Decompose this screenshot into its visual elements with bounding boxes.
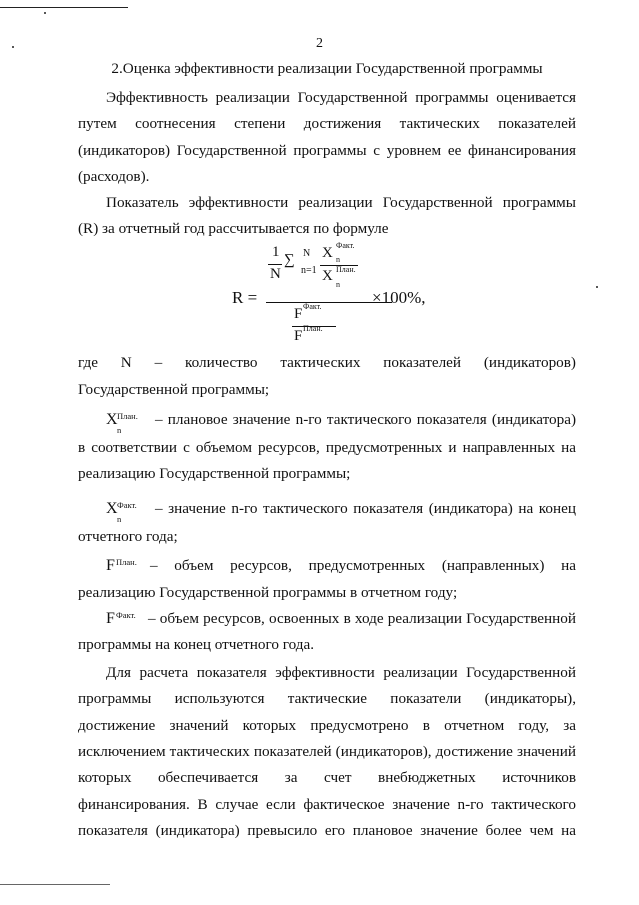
paragraph-line: путем соотнесения степени достижения тактических показателей xyxy=(78,115,576,132)
sum-lower-limit: n=1 xyxy=(301,265,317,276)
x-symbol: X xyxy=(106,411,118,428)
x-symbol: X xyxy=(106,500,118,517)
f-fact-superscript: Факт. xyxy=(303,302,322,311)
paragraph-line: в соответствии с объемом ресурсов, предусмотренных и направленных на xyxy=(78,439,576,456)
x-fact-subscript: n xyxy=(336,255,340,264)
x-plan-superscript: План. xyxy=(336,265,356,274)
f-symbol: F xyxy=(106,610,115,627)
f-fact-symbol: F xyxy=(294,306,303,322)
paragraph-line: реализацию Государственной программы; xyxy=(78,465,351,482)
paragraph-line: – объем ресурсов, освоенных в ходе реализации Государственной xyxy=(148,610,576,627)
sum-symbol: ∑ xyxy=(284,252,295,268)
f-plan-symbol: F xyxy=(294,328,303,344)
x-superscript: Факт. xyxy=(117,500,137,510)
f-superscript: Факт. xyxy=(116,610,136,620)
paragraph-line: где N – количество тактических показателей (индикаторов) xyxy=(78,354,576,371)
paragraph-line: Для расчета показателя эффективности реализации Государственной xyxy=(106,664,576,681)
formula-N: N xyxy=(270,266,281,282)
paragraph-line: (индикаторов) Государственной программы с уровнем ее финансирования xyxy=(78,142,576,159)
f-fact-definition-symbol xyxy=(106,609,136,629)
formula-tail: ×100%, xyxy=(372,288,426,307)
paragraph-line: Государственной программы; xyxy=(78,381,270,398)
x-plan-definition-symbol xyxy=(106,410,138,435)
fraction-bar xyxy=(268,264,282,265)
x-plan-subscript: n xyxy=(336,280,340,289)
x-subscript: n xyxy=(117,425,122,435)
f-symbol: F xyxy=(106,557,115,574)
paragraph-line: Эффективность реализации Государственной программы оценивается xyxy=(106,89,576,106)
scan-mark-top xyxy=(0,7,128,8)
paragraph-line: отчетного года; xyxy=(78,528,178,545)
f-plan-superscript: План. xyxy=(303,324,323,333)
scan-speck xyxy=(596,286,598,288)
paragraph-line: реализацию Государственной программы в отчетном году; xyxy=(78,584,458,601)
section-heading: 2.Оценка эффективности реализации Государственной программы xyxy=(111,60,543,77)
scan-speck xyxy=(44,12,46,14)
x-superscript: План. xyxy=(117,411,138,421)
x-fact-superscript: Факт. xyxy=(336,241,355,250)
f-superscript: План. xyxy=(116,557,137,567)
paragraph-line: финансирования. В случае если фактическое значение n-го тактического xyxy=(78,796,576,813)
paragraph-line: показателя (индикатора) превысило его плановое значение более чем на xyxy=(78,822,576,839)
paragraph-line: программы на конец отчетного года. xyxy=(78,636,315,653)
paragraph-line: – значение n-го тактического показателя (индикатора) на конец xyxy=(155,500,576,517)
paragraph-line: исключением тактических показателей (индикаторов), достижение значений xyxy=(78,743,576,760)
formula-one: 1 xyxy=(272,244,280,260)
paragraph-line: – объем ресурсов, предусмотренных (направленных) на xyxy=(150,557,576,574)
scan-mark-bottom xyxy=(0,884,110,885)
efficiency-formula xyxy=(232,241,432,356)
x-fact-symbol: X xyxy=(322,245,333,261)
x-subscript: n xyxy=(117,514,122,524)
paragraph-line: которых обеспечивается за счет внебюджетных источников xyxy=(78,769,576,786)
sum-upper-limit: N xyxy=(303,248,311,259)
x-fact-definition-symbol xyxy=(106,499,137,524)
paragraph-line: программы используются тактические показатели (индикаторы), xyxy=(78,690,576,707)
page-number: 2 xyxy=(316,36,323,51)
paragraph-line: (R) за отчетный год рассчитывается по формуле xyxy=(78,220,389,237)
f-plan-definition-symbol xyxy=(106,556,137,576)
paragraph-line: (расходов). xyxy=(78,168,150,185)
paragraph-line: достижение значений которых предусмотрено в отчетном году, за xyxy=(78,717,576,734)
x-plan-symbol: X xyxy=(322,268,333,284)
paragraph-line: Показатель эффективности реализации Государственной программы xyxy=(106,194,576,211)
formula-lhs: R = xyxy=(232,288,258,307)
paragraph-line: – плановое значение n-го тактического показателя (индикатора) xyxy=(155,411,576,428)
